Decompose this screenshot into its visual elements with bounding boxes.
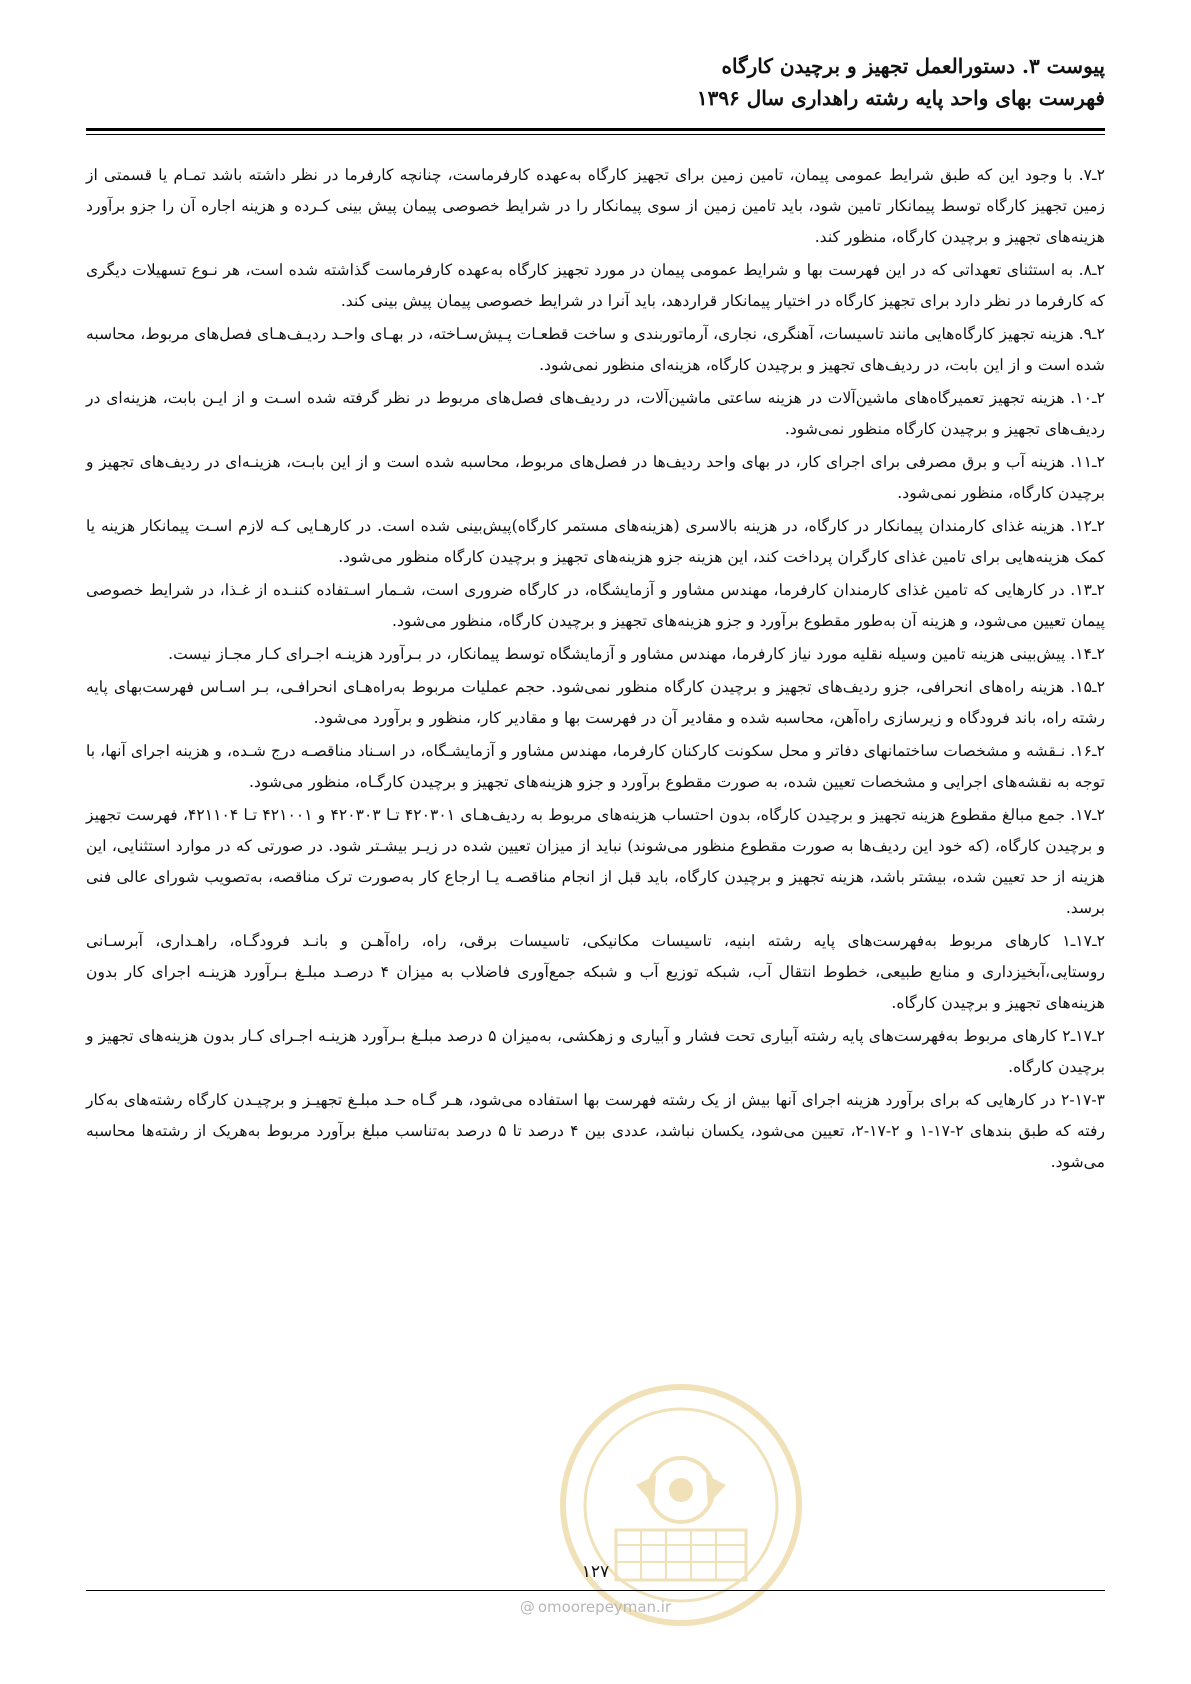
document-body — [86, 160, 1105, 1180]
paragraph-2-11: ۲ـ۱۱. هزینه آب و برق مصرفی برای اجرای کار، در بهای واحد ردیف‌ها در فصل‌های مربوط، محاسبه شده است و از این بابـت، هزینـه‌ای در ردیف‌های تجهیز و برچیدن کارگاه، منظور نمی‌شود. — [86, 453, 1105, 502]
paragraph-2-14: ۲ـ۱۴. پیش‌بینی هزینه تامین وسیله نقلیه مورد نیاز کارفرما، مهندس مشاور و آزمایشگاه توسط پیمانکار، در بـرآورد هزینـه اجـرای کـار مجـاز نیست. — [168, 645, 1105, 663]
paragraph-2-12: ۲ـ۱۲. هزینه غذای کارمندان پیمانکار در کارگاه، در هزینه بالاسری (هزینه‌های مستمر کارگاه)پیش‌بینی شده است. در کارهـایی کـه لازم اسـت پیمانکار هزینه یا کمک هزینه‌هایی برای تامین غذای کارگران پرداخت کند، این هزینه جزو هزینه‌های تجهیز و برچیدن کارگاه منظور می‌شود. — [86, 517, 1105, 566]
footer-watermark-url — [86, 1598, 1105, 1616]
header-divider-thin — [86, 134, 1105, 135]
page-header — [86, 50, 1105, 114]
paragraph-2-17-2: ۲ـ۱۷ـ۲ کارهای مربوط به‌فهرست‌های پایه رشته آبیاری تحت فشار و آبیاری و زهکشی، به‌میزان ۵ درصد مبلـغ بـرآورد هزینـه اجـرای کـار بدون هزینه‌های تجهیز و برچیدن کارگاه. — [86, 1027, 1105, 1076]
paragraph-2-16: ۲ـ۱۶. نـقشه و مشخصات ساختمانهای دفاتر و محل سکونت کارکنان کارفرما، مهندس مشاور و آزمایشـگاه، در اسـناد مناقصـه درج شـده، و هزینه اجرای آنها، با توجه به نقشه‌های اجرایی و مشخصات تعیین شده، به صورت مقطوع برآورد و جزو هزینه‌های تجهیز و برچیدن کارگـاه، منظور می‌شود. — [86, 742, 1105, 791]
watermark-seal-icon — [556, 1380, 806, 1630]
document-page — [86, 0, 1105, 1684]
paragraph-2-10: ۲ـ۱۰. هزینه تجهیز تعمیرگاه‌های ماشین‌آلات در هزینه ساعتی ماشین‌آلات، در ردیف‌های فصل‌های مربوط در نظر گرفته شده اسـت و از ایـن بابت، هزینه‌ای در ردیف‌های تجهیز و برچیدن کارگاه منظور نمی‌شود. — [86, 389, 1105, 438]
paragraph-2-17-1: ۲ـ۱۷ـ۱ کارهای مربوط به‌فهرست‌های پایه رشته ابنیه، تاسیسات مکانیکی، تاسیسات برقی، راه، راه‌آهـن و بانـد فرودگـاه، راهـداری، آبرسـانی روستایی،آبخیزداری و منابع طبیعی، خطوط انتقال آب، شبکه توزیع آب و شبکه جمع‌آوری فاضلاب به میزان ۴ درصـد مبلـغ بـرآورد هزینـه اجرای کار بدون هزینه‌های تجهیز و برچیدن کارگاه. — [86, 932, 1105, 1012]
paragraph-2-9: ۲ـ۹. هزینه تجهیز کارگاه‌هایی مانند تاسیسات، آهنگری، نجاری، آرماتوربندی و ساخت قطعـات پـیش‌سـاخته، در بهـای واحـد ردیـف‌هـای فصل‌های مربوط، محاسبه شده است و از این بابت، در ردیف‌های تجهیز و برچیدن کارگاه، هزینه‌ای منظور نمی‌شود. — [86, 325, 1105, 374]
paragraph-2-8: ۲ـ۸. به استثنای تعهداتی که در این فهرست بها و شرایط عمومی پیمان در مورد تجهیز کارگاه به‌عهده کارفرماست گذاشته شده است، هر نـوع تسهیلات دیگری که کارفرما در نظر دارد برای تجهیز کارگاه در اختیار پیمانکار قراردهد، باید آنرا در شرایط خصوصی پیمان پیش بینی کند. — [86, 261, 1105, 310]
header-appendix-title: پیوست ۳. دستورالعمل تجهیز و برچیدن کارگاه — [721, 54, 1105, 78]
footer-website-text: omoorepeyman.ir — [537, 1598, 672, 1616]
at-sign-icon: @ — [519, 1598, 535, 1616]
paragraph-2-15: ۲ـ۱۵. هزینه راه‌های انحرافی، جزو ردیف‌های تجهیز و برچیدن کارگاه منظور نمی‌شود. حجم عملیات مربوط به‌راه‌هـای انحرافـی، بـر اسـاس فهرست‌بهای پایه رشته راه، باند فرودگاه و زیرسازی راه‌آهن، محاسبه شده و مقادیر آن در فهرست بها و مقادیر کار، منظور و برآورد می‌شود. — [86, 678, 1105, 727]
header-pricelist-title: فهرست بهای واحد پایه رشته راهداری سال ۱۳۹۶ — [696, 86, 1105, 110]
header-divider-thick — [86, 128, 1105, 131]
page-number: ۱۲۷ — [581, 1562, 610, 1582]
paragraph-2-7: ۲ـ۷. با وجود این که طبق شرایط عمومی پیمان، تامین زمین برای تجهیز کارگاه به‌عهده کارفرماست، چنانچه کارفرما در نظر داشته باشد تمـام یا قسمتی از زمین تجهیز کارگاه توسط پیمانکار تامین شود، باید تامین زمین از سوی پیمانکار را در شرایط خصوصی پیمان پیش بینی کـرده و هزینه اجاره آن را جزو برآورد هزینه‌های تجهیز و برچیدن کارگاه، منظور کند. — [86, 166, 1105, 246]
paragraph-2-13: ۲ـ۱۳. در کارهایی که تامین غذای کارمندان کارفرما، مهندس مشاور و آزمایشگاه، در کارگاه ضروری است، شـمار اسـتفاده کننـده از غـذا، در شرایط خصوصی پیمان تعیین می‌شود، و هزینه آن به‌طور مقطوع برآورد و جزو هزینه‌های تجهیز و برچیدن کارگاه، منظور می‌شود. — [86, 581, 1105, 630]
paragraph-2-17: ۲ـ۱۷. جمع مبالغ مقطوع هزینه تجهیز و برچیدن کارگاه، بدون احتساب هزینه‌های مربوط به ردیف‌هـای ۴۲۰۳۰۱ تـا ۴۲۰۳۰۳ و ۴۲۱۰۰۱ تـا ۴۲۱۱۰۴، فهرست تجهیز و برچیدن کارگاه، (که خود این ردیف‌ها به صورت مقطوع منظور می‌شوند) نباید از میزان تعیین شده در زیـر بیشـتر شود. در صورتی که در موارد استثنایی، این هزینه از حد تعیین شده، بیشتر باشد، هزینه تجهیز و برچیدن کارگاه، باید قبل از انجام مناقصـه یـا ارجاع کار به‌صورت ترک مناقصه، به‌تصویب شورای عالی فنی برسد. — [86, 806, 1105, 917]
paragraph-2-17-3: ۲-۱۷-۳ در کارهایی که برای برآورد هزینه اجرای آنها بیش از یک رشته فهرست بها استفاده می‌شود، هـر گـاه حـد مبلـغ تجهیـز و برچیـدن کارگاه رشته‌های به‌کار رفته که طبق بندهای ۲-۱۷-۱ و ۲-۱۷-۲، تعیین می‌شود، یکسان نباشد، عددی بین ۴ درصد تا ۵ درصد به‌تناسب مبلغ برآورد مربوط به‌هریک از رشته‌ها محاسبه می‌شود. — [86, 1091, 1105, 1171]
footer-divider — [86, 1590, 1105, 1591]
